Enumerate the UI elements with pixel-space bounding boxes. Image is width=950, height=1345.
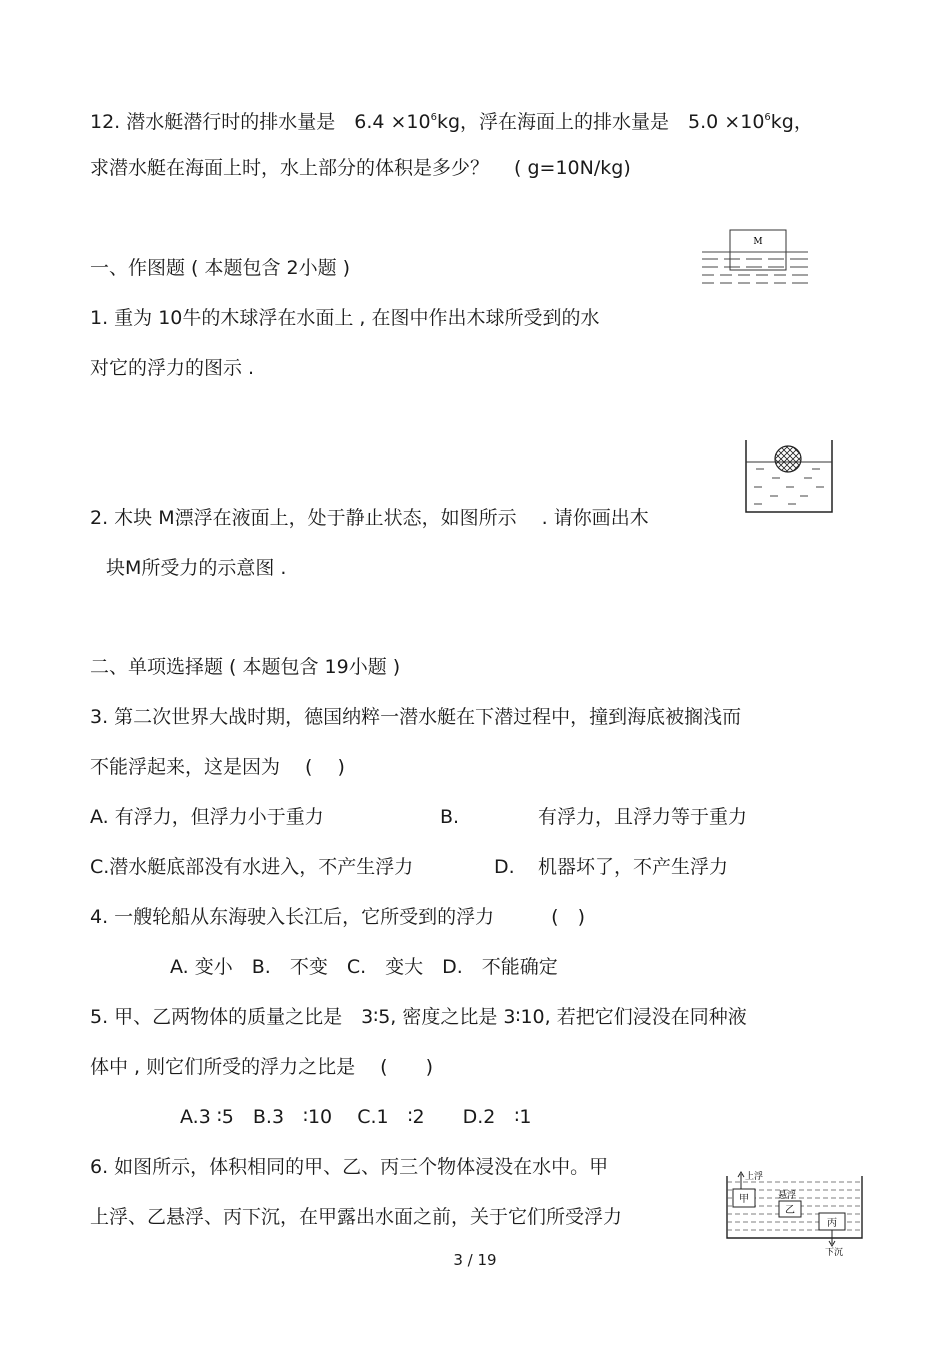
- q1-line1: 1. 重为 10牛的木球浮在水面上 , 在图中作出木球所受到的水: [90, 307, 600, 329]
- q3-line1: 3. 第二次世界大战时期，德国纳粹一潜水艇在下潜过程中，撞到海底被搁浅而: [90, 706, 742, 728]
- three-objects-figure: [722, 1168, 864, 1256]
- block-m: [730, 230, 786, 270]
- q4-line1: 4. 一艘轮船从东海驶入长江后，它所受到的浮力 ( ): [90, 906, 585, 928]
- q5-line2: 体中 , 则它们所受的浮力之比是 ( ): [90, 1056, 433, 1078]
- q3-option-b-letter: B.: [440, 806, 460, 828]
- q2-line1: 2. 木块 M漂浮在液面上，处于静止状态，如图所示 . 请你画出木: [90, 507, 649, 529]
- q3-option-a: A. 有浮力，但浮力小于重力: [90, 806, 324, 828]
- q2-line2: 块M所受力的示意图 .: [106, 557, 287, 579]
- label-up: 上浮: [745, 1172, 764, 1182]
- water-dashes: [754, 469, 824, 504]
- q3-line2: 不能浮起来，这是因为 ( ): [90, 756, 345, 778]
- q5-line1: 5. 甲、乙两物体的质量之比是 3∶5, 密度之比是 3∶10, 若把它们浸没在同种液: [90, 1006, 747, 1028]
- floating-block-figure: [700, 228, 830, 290]
- label-suspend: 悬浮: [778, 1191, 797, 1201]
- q12-exponent2: 6: [764, 112, 771, 123]
- label-down: 下沉: [825, 1248, 844, 1256]
- q4-options: A. 变小 B. 不变 C. 变大 D. 不能确定: [170, 956, 558, 978]
- q6-line2: 上浮、乙悬浮、丙下沉，在甲露出水面之前，关于它们所受浮力: [90, 1206, 623, 1228]
- q12-line1: [90, 106, 813, 134]
- q12-text-part3: kg，: [770, 111, 813, 133]
- q3-option-d-text: 机器坏了，不产生浮力: [538, 856, 729, 878]
- q12-text-part2: kg，浮在海面上的排水量是 5.0 ×10: [436, 111, 765, 133]
- page-number: 3 / 19: [453, 1251, 497, 1269]
- section2-heading: 二、单项选择题 ( 本题包含 19小题 ): [90, 656, 401, 678]
- section1-heading: 一、作图题 ( 本题包含 2小题 ): [90, 257, 351, 279]
- object-jia-label: 甲: [739, 1194, 749, 1205]
- floating-ball-figure: [742, 438, 838, 518]
- q3-option-c: C.潜水艇底部没有水进入，不产生浮力: [90, 856, 414, 878]
- q3-option-d-letter: D.: [494, 856, 515, 878]
- q6-line1: 6. 如图所示，体积相同的甲、乙、丙三个物体浸没在水中。甲: [90, 1156, 609, 1178]
- q1-line2: 对它的浮力的图示 .: [90, 357, 255, 379]
- object-yi-label: 乙: [785, 1205, 795, 1216]
- block-m-label: M: [753, 237, 763, 247]
- q5-options: A.3 ∶5 B.3 ∶10 C.1 ∶2 D.2 ∶1: [180, 1106, 532, 1128]
- q12-line2: 求潜水艇在海面上时，水上部分的体积是多少？ ( g=10N/kg): [90, 157, 631, 179]
- q12-exponent1: 6: [430, 112, 437, 123]
- q12-text-part1: 12. 潜水艇潜行时的排水量是 6.4 ×10: [90, 111, 431, 133]
- q3-option-b-text: 有浮力，且浮力等于重力: [538, 806, 748, 828]
- wooden-ball: [775, 446, 801, 472]
- object-bing-label: 丙: [827, 1218, 837, 1229]
